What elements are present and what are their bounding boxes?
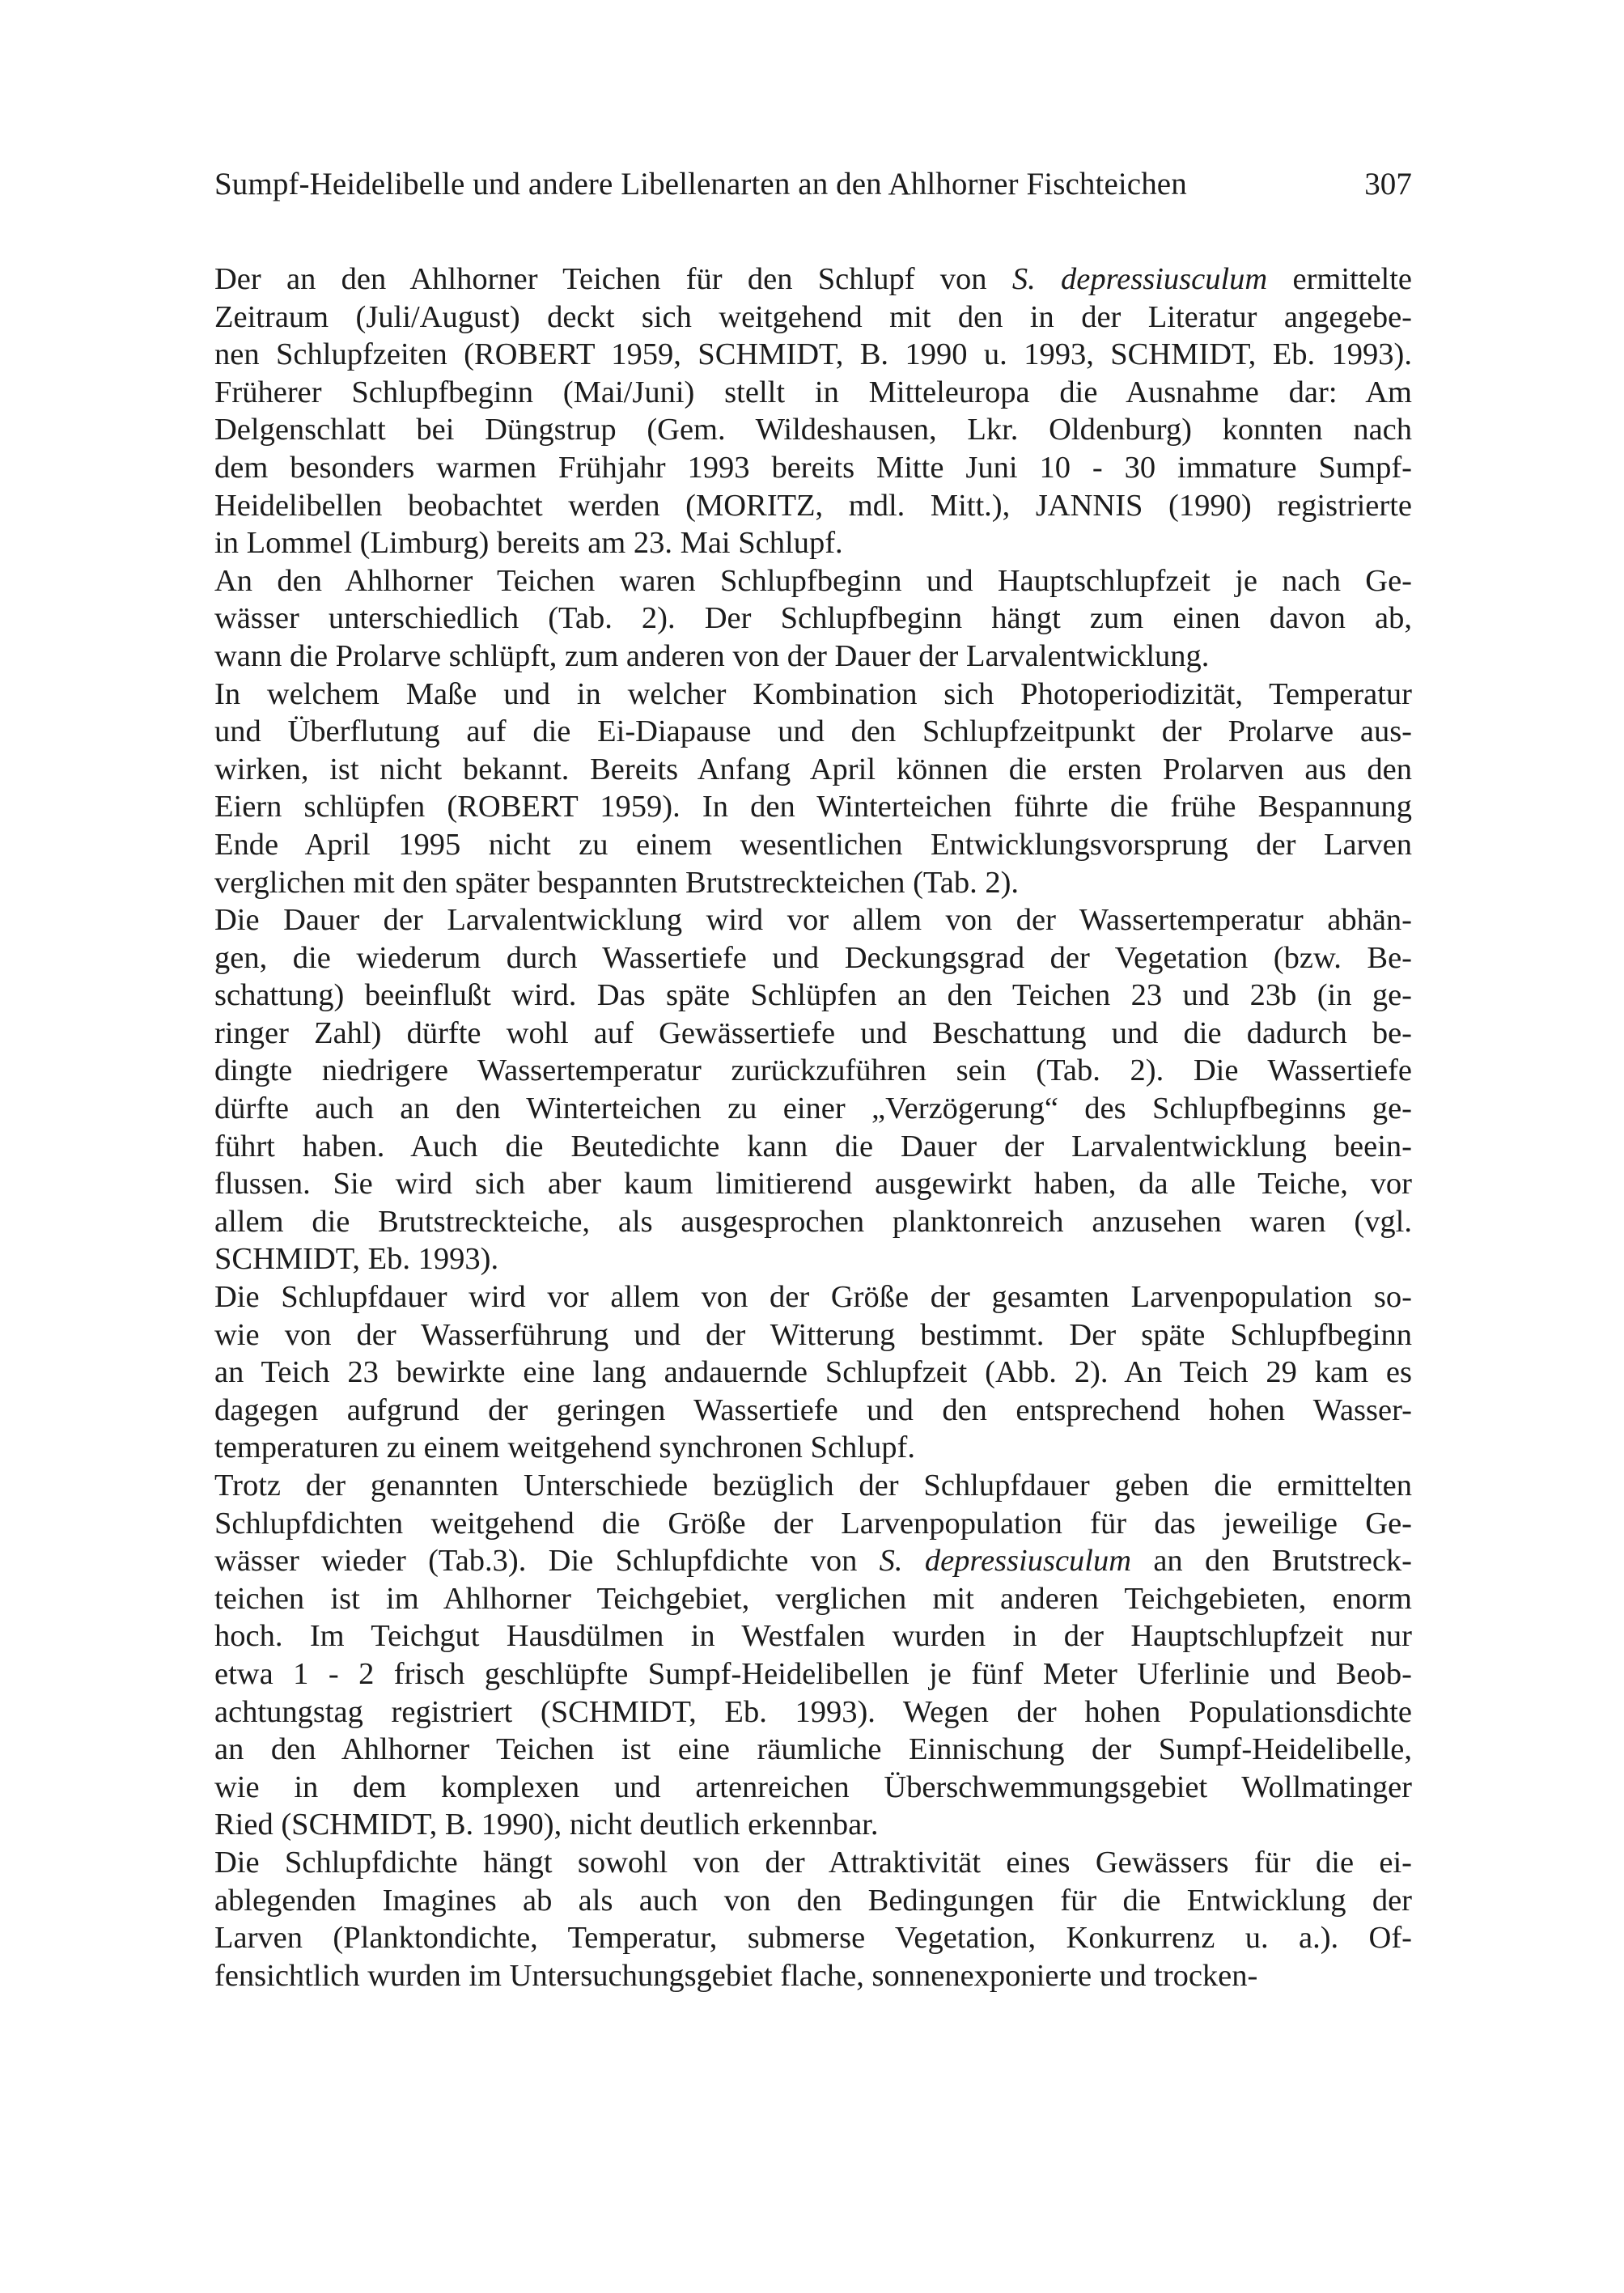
text-run: Zeitraum (Juli/August) deckt sich weitgehend mit den in der Literatur angegebe- <box>214 299 1412 334</box>
text-run: ringer Zahl) dürfte wohl auf Gewässertiefe und Beschattung und die dadurch be- <box>214 1015 1412 1050</box>
text-line <box>214 826 1412 864</box>
text-line <box>214 788 1412 826</box>
page-number: 307 <box>1364 167 1412 201</box>
text-line <box>214 1278 1412 1316</box>
text-run: Larven (Planktondichte, Temperatur, submerse Vegetation, Konkurrenz u. a.). Of- <box>214 1921 1412 1956</box>
text-run: führt haben. Auch die Beutedichte kann die Dauer der Larvalentwicklung beein- <box>214 1129 1412 1163</box>
text-run: gen, die wiederum durch Wassertiefe und Deckungsgrad der Vegetation (bzw. Be- <box>214 940 1412 975</box>
text-run: an den Brutstreck- <box>1131 1544 1412 1579</box>
text-line <box>214 1240 1412 1278</box>
text-run: SCHMIDT, Eb. 1993). <box>214 1242 499 1277</box>
text-line <box>214 1429 1412 1467</box>
text-run: wässer wieder (Tab.3). Die Schlupfdichte von <box>214 1544 880 1579</box>
text-run: wie in dem komplexen und artenreichen Überschwemmungsgebiet Wollmatinger <box>214 1770 1412 1804</box>
text-line <box>214 1957 1412 1995</box>
text-line <box>214 1203 1412 1241</box>
text-line <box>214 1769 1412 1807</box>
text-line <box>214 1128 1412 1166</box>
text-run: ablegenden Imagines ab als auch von den Bedingungen für die Entwicklung der <box>214 1883 1412 1918</box>
text-run: Die Schlupfdauer wird vor allem von der Größe der gesamten Larvenpopulation so- <box>214 1280 1412 1315</box>
text-line <box>214 1731 1412 1769</box>
running-title: Sumpf-Heidelibelle und andere Libellenarten an den Ahlhorner Fischteichen <box>214 167 1187 201</box>
text-line <box>214 299 1412 337</box>
text-line <box>214 864 1412 902</box>
italic-species-name: S. depressiusculum <box>1011 262 1268 296</box>
text-run: Trotz der genannten Unterschiede bezüglich der Schlupfdauer geben die ermittelten <box>214 1469 1412 1503</box>
text-run: hoch. Im Teichgut Hausdülmen in Westfalen wurden in der Hauptschlupfzeit nur <box>214 1619 1412 1654</box>
text-run: schattung) beeinflußt wird. Das späte Schlüpfen an den Teichen 23 und 23b (in ge- <box>214 978 1412 1013</box>
text-line <box>214 1505 1412 1543</box>
text-line <box>214 524 1412 562</box>
text-run: und Überflutung auf die Ei-Diapause und den Schlupfzeitpunkt der Prolarve aus- <box>214 714 1412 749</box>
text-run: Heidelibellen beobachtet werden (MORITZ, mdl. Mitt.), JANNIS (1990) registrierte <box>214 488 1412 523</box>
text-line <box>214 1655 1412 1693</box>
text-run: dingte niedrigere Wassertemperatur zurückzuführen sein (Tab. 2). Die Wassertiefe <box>214 1053 1412 1088</box>
text-run: flussen. Sie wird sich aber kaum limitierend ausgewirkt haben, da alle Teiche, vor <box>214 1167 1412 1202</box>
text-line <box>214 1844 1412 1882</box>
text-line <box>214 638 1412 676</box>
body-text <box>214 261 1412 1994</box>
text-line <box>214 600 1412 638</box>
italic-species-name: S. depressiusculum <box>879 1544 1132 1579</box>
text-line <box>214 1693 1412 1731</box>
text-line <box>214 977 1412 1015</box>
text-line <box>214 1015 1412 1053</box>
text-line <box>214 1617 1412 1655</box>
text-run: Eiern schlüpfen (ROBERT 1959). In den Winterteichen führte die frühe Bespannung <box>214 790 1412 824</box>
text-run: wie von der Wasserführung und der Witterung bestimmt. Der späte Schlupfbeginn <box>214 1317 1412 1352</box>
text-run: an den Ahlhorner Teichen ist eine räumliche Einnischung der Sumpf-Heidelibelle, <box>214 1732 1412 1767</box>
text-line <box>214 261 1412 299</box>
text-run: achtungstag registriert (SCHMIDT, Eb. 1993). Wegen der hohen Populationsdichte <box>214 1694 1412 1729</box>
text-run: dem besonders warmen Frühjahr 1993 bereits Mitte Juni 10 - 30 immature Sumpf- <box>214 450 1412 485</box>
text-run: Die Dauer der Larvalentwicklung wird vor allem von der Wassertemperatur abhän- <box>214 903 1412 938</box>
text-line <box>214 1090 1412 1128</box>
text-line <box>214 1806 1412 1844</box>
text-run: verglichen mit den später bespannten Brutstreckteichen (Tab. 2). <box>214 865 1020 900</box>
text-run: Früherer Schlupfbeginn (Mai/Juni) stellt in Mitteleuropa die Ausnahme dar: Am <box>214 375 1412 409</box>
text-line <box>214 1919 1412 1957</box>
text-line <box>214 562 1412 600</box>
text-run: an Teich 23 bewirkte eine lang andauernde Schlupfzeit (Abb. 2). An Teich 29 kam es <box>214 1355 1412 1390</box>
text-line <box>214 713 1412 751</box>
text-line <box>214 1052 1412 1090</box>
text-run: etwa 1 - 2 frisch geschlüpfte Sumpf-Heidelibellen je fünf Meter Uferlinie und Beob- <box>214 1656 1412 1691</box>
text-run: fensichtlich wurden im Untersuchungsgebiet flache, sonnenexponierte und trocken- <box>214 1958 1258 1993</box>
text-line <box>214 1316 1412 1354</box>
text-run: teichen ist im Ahlhorner Teichgebiet, verglichen mit anderen Teichgebieten, enorm <box>214 1581 1412 1616</box>
text-line <box>214 1467 1412 1505</box>
text-run: ermittelte <box>1267 262 1412 296</box>
text-run: Ried (SCHMIDT, B. 1990), nicht deutlich erkennbar. <box>214 1808 879 1842</box>
text-run: temperaturen zu einem weitgehend synchronen Schlupf. <box>214 1430 915 1465</box>
text-run: in Lommel (Limburg) bereits am 23. Mai Schlupf. <box>214 526 843 561</box>
text-line <box>214 1354 1412 1392</box>
text-run: In welchem Maße und in welcher Kombination sich Photoperiodizität, Temperatur <box>214 676 1412 711</box>
text-run: wässer unterschiedlich (Tab. 2). Der Schlupfbeginn hängt zum einen davon ab, <box>214 601 1412 636</box>
text-line <box>214 1580 1412 1618</box>
text-line <box>214 411 1412 449</box>
text-line <box>214 1392 1412 1430</box>
text-run: Delgenschlatt bei Düngstrup (Gem. Wildeshausen, Lkr. Oldenburg) konnten nach <box>214 413 1412 447</box>
running-head <box>214 162 1412 207</box>
text-run: Der an den Ahlhorner Teichen für den Schlupf von <box>214 262 1012 296</box>
text-line <box>214 939 1412 977</box>
text-line <box>214 374 1412 412</box>
text-run: dürfte auch an den Winterteichen zu einer „Verzögerung“ des Schlupfbeginns ge- <box>214 1091 1412 1126</box>
text-run: dagegen aufgrund der geringen Wassertiefe und den entsprechend hohen Wasser- <box>214 1392 1412 1427</box>
text-line <box>214 487 1412 525</box>
text-line <box>214 901 1412 939</box>
text-run: Ende April 1995 nicht zu einem wesentlichen Entwicklungsvorsprung der Larven <box>214 827 1412 862</box>
text-line <box>214 751 1412 789</box>
text-line <box>214 336 1412 374</box>
text-run: allem die Brutstreckteiche, als ausgesprochen planktonreich anzusehen waren (vgl. <box>214 1204 1412 1239</box>
text-line <box>214 1882 1412 1920</box>
text-run: Schlupfdichten weitgehend die Größe der Larvenpopulation für das jeweilige Ge- <box>214 1506 1412 1541</box>
text-run: nen Schlupfzeiten (ROBERT 1959, SCHMIDT, B. 1990 u. 1993, SCHMIDT, Eb. 1993). <box>214 337 1412 372</box>
text-line <box>214 676 1412 714</box>
text-line <box>214 1542 1412 1580</box>
text-run: wirken, ist nicht bekannt. Bereits Anfang April können die ersten Prolarven aus den <box>214 752 1412 786</box>
text-run: wann die Prolarve schlüpft, zum anderen von der Dauer der Larvalentwicklung. <box>214 638 1210 673</box>
text-run: An den Ahlhorner Teichen waren Schlupfbeginn und Hauptschlupfzeit je nach Ge- <box>214 563 1412 598</box>
text-line <box>214 449 1412 487</box>
text-run: Die Schlupfdichte hängt sowohl von der Attraktivität eines Gewässers für die ei- <box>214 1845 1412 1880</box>
text-line <box>214 1165 1412 1203</box>
